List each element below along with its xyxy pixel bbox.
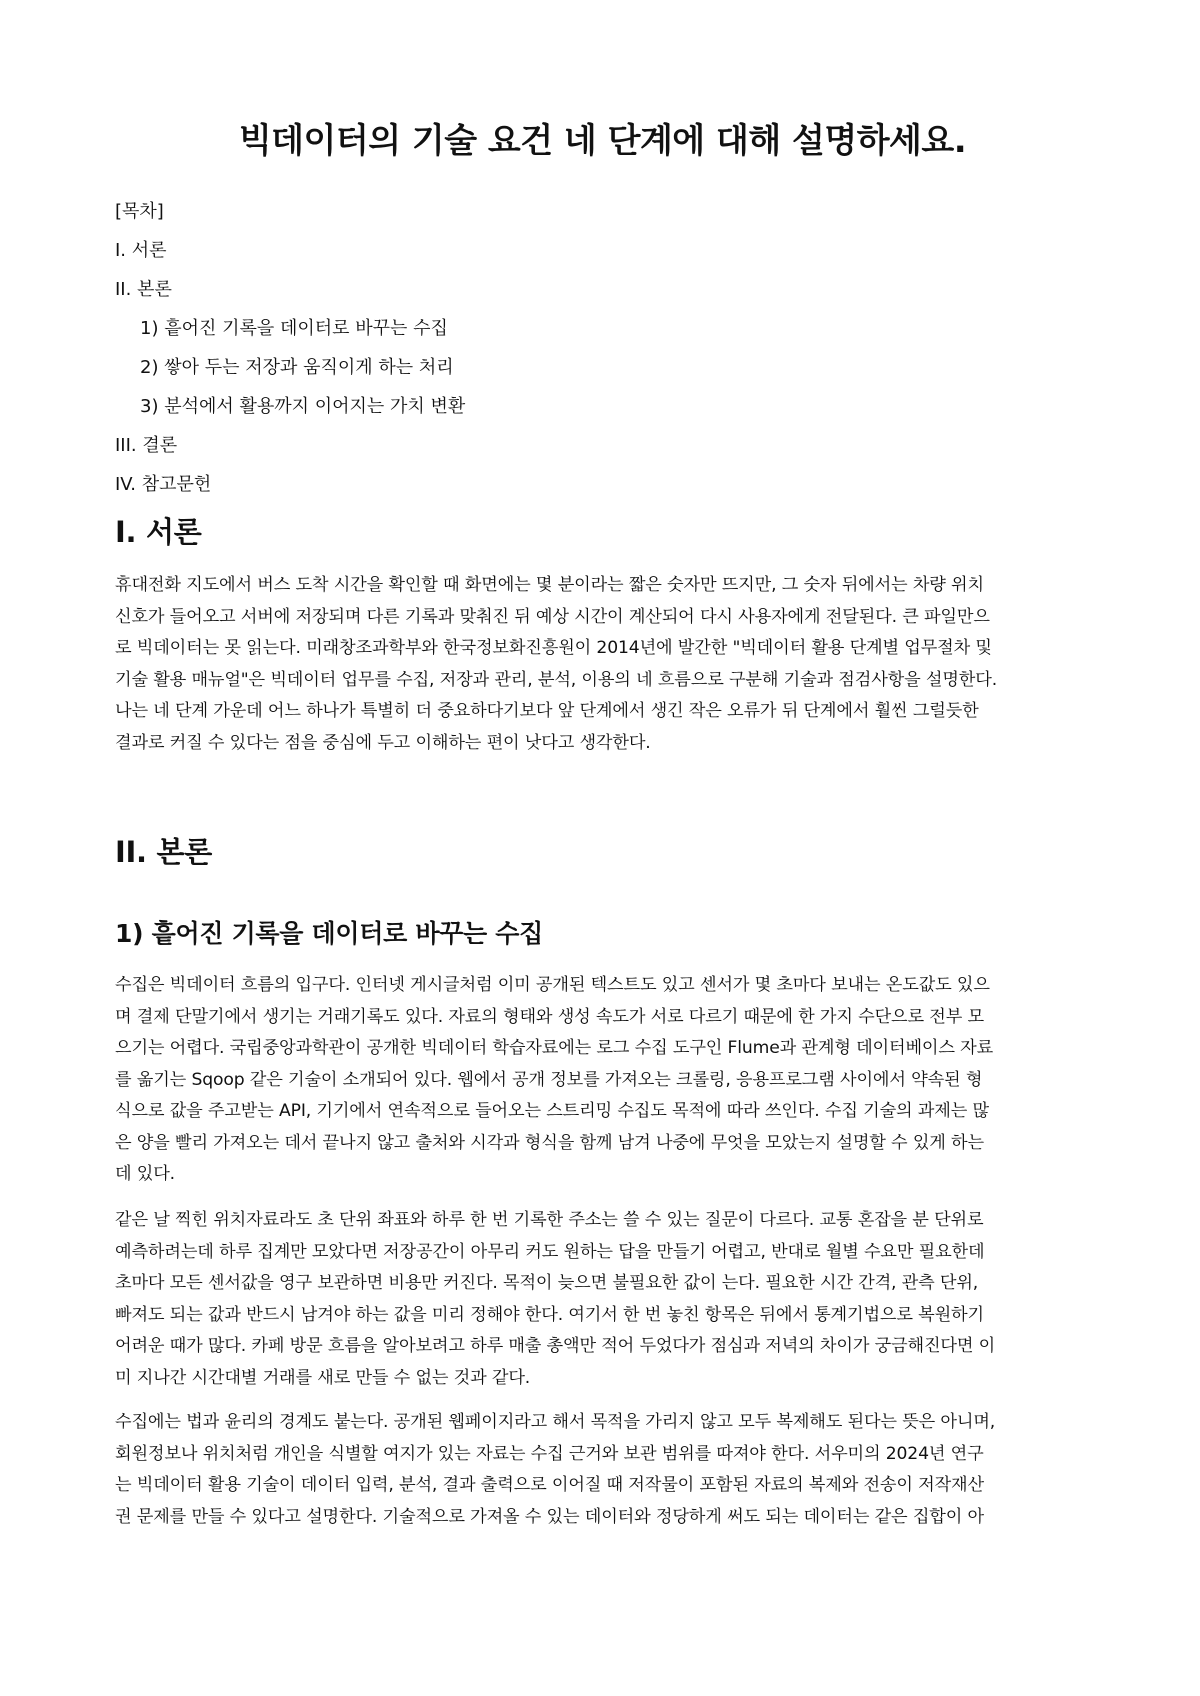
paragraph-line: 은 양을 빨리 가져오는 데서 끝나지 않고 출처와 시각과 형식을 함께 남겨 나중에 무엇을 모았는지 설명할 수 있게 하는 <box>115 1132 984 1153</box>
paragraph-line: 결과로 커질 수 있다는 점을 중심에 두고 이해하는 편이 낫다고 생각한다. <box>115 732 651 753</box>
intro-paragraph <box>115 570 1090 759</box>
subsection-1-paragraph-2 <box>115 1205 1090 1394</box>
paragraph-line: 기술 활용 매뉴얼"은 빅데이터 업무를 수집, 저장과 관리, 분석, 이용의 네 흐름으로 구분해 기술과 점검사항을 설명한다. <box>115 669 998 690</box>
paragraph-line: 데 있다. <box>115 1164 175 1184</box>
paragraph-line: 같은 날 찍힌 위치자료라도 초 단위 좌표와 하루 한 번 기록한 주소는 쓸 수 있는 질문이 다르다. 교통 혼잡을 분 단위로 <box>115 1210 984 1230</box>
paragraph-line: 신호가 들어오고 서버에 저장되며 다른 기록과 맞춰진 뒤 예상 시간이 계산되어 다시 사용자에게 전달된다. 큰 파일만으 <box>115 606 990 627</box>
paragraph-line: 빠져도 되는 값과 반드시 남겨야 하는 값을 미리 정해야 한다. 여기서 한 번 놓친 항목은 뒤에서 통계기법으로 복원하기 <box>115 1304 984 1325</box>
paragraph-line: 나는 네 단계 가운데 어느 하나가 특별히 더 중요하다기보다 앞 단계에서 생긴 작은 오류가 뒤 단계에서 훨씬 그럴듯한 <box>115 701 979 721</box>
table-of-contents <box>115 192 1090 504</box>
body-heading: II. 본론 <box>115 835 212 869</box>
paragraph-line: 는 빅데이터 활용 기술이 데이터 입력, 분석, 결과 출력으로 이어질 때 저작물이 포함된 자료의 복제와 전송이 저작재산 <box>115 1475 984 1495</box>
paragraph-line: 초마다 모든 센서값을 영구 보관하면 비용만 커진다. 목적이 늦으면 불필요한 값이 는다. 필요한 시간 간격, 관측 단위, <box>115 1273 979 1293</box>
paragraph-line: 수집에는 법과 윤리의 경계도 붙는다. 공개된 웹페이지라고 해서 목적을 가리지 않고 모두 복제해도 된다는 뜻은 아니며, <box>115 1412 996 1432</box>
document-title: 빅데이터의 기술 요건 네 단계에 대해 설명하세요. <box>238 121 967 161</box>
toc-item-conclusion: III. 결론 <box>115 435 178 456</box>
subsection-1-paragraph-1 <box>115 970 1090 1191</box>
paragraph-line: 휴대전화 지도에서 버스 도착 시간을 확인할 때 화면에는 몇 분이라는 짧은 숫자만 뜨지만, 그 숫자 뒤에서는 차량 위치 <box>115 575 984 595</box>
paragraph-line: 으기는 어렵다. 국립중앙과학관이 공개한 빅데이터 학습자료에는 로그 수집 도구인 Flume과 관계형 데이터베이스 자료 <box>115 1038 994 1058</box>
paragraph-line: 권 문제를 만들 수 있다고 설명한다. 기술적으로 가져올 수 있는 데이터와 정당하게 써도 되는 데이터는 같은 집합이 아 <box>115 1506 984 1527</box>
subsection-1-heading: 1) 흩어진 기록을 데이터로 바꾸는 수집 <box>115 919 543 948</box>
paragraph-line: 미 지나간 시간대별 거래를 새로 만들 수 없는 것과 같다. <box>115 1367 531 1388</box>
paragraph-line: 회원정보나 위치처럼 개인을 식별할 여지가 있는 자료는 수집 근거와 보관 범위를 따져야 한다. 서우미의 2024년 연구 <box>115 1443 984 1464</box>
toc-item-references: IV. 참고문헌 <box>115 474 212 495</box>
toc-item-body-1: 1) 흩어진 기록을 데이터로 바꾸는 수집 <box>140 318 448 339</box>
subsection-1-paragraph-3 <box>115 1407 1090 1533</box>
toc-item-intro: I. 서론 <box>115 240 167 261</box>
toc-item-body-2: 2) 쌓아 두는 저장과 움직이게 하는 처리 <box>140 357 454 378</box>
paragraph-line: 로 빅데이터는 못 읽는다. 미래창조과학부와 한국정보화진흥원이 2014년에 발간한 "빅데이터 활용 단계별 업무절차 및 <box>115 638 992 658</box>
toc-item-body: II. 본론 <box>115 279 172 300</box>
toc-item-body-3: 3) 분석에서 활용까지 이어지는 가치 변환 <box>140 396 466 417</box>
paragraph-line: 어려운 때가 많다. 카페 방문 흐름을 알아보려고 하루 매출 총액만 적어 두었다가 점심과 저녁의 차이가 궁금해진다면 이 <box>115 1336 996 1356</box>
paragraph-line: 예측하려는데 하루 집계만 모았다면 저장공간이 아무리 커도 원하는 답을 만들기 어렵고, 반대로 월별 수요만 필요한데 <box>115 1241 985 1262</box>
toc-heading: [목차] <box>115 201 164 222</box>
paragraph-line: 며 결제 단말기에서 생기는 거래기록도 있다. 자료의 형태와 생성 속도가 서로 다르기 때문에 한 가지 수단으로 전부 모 <box>115 1006 984 1027</box>
paragraph-line: 수집은 빅데이터 흐름의 입구다. 인터넷 게시글처럼 이미 공개된 텍스트도 있고 센서가 몇 초마다 보내는 온도값도 있으 <box>115 975 990 995</box>
intro-heading: I. 서론 <box>115 515 202 549</box>
paragraph-line: 를 옮기는 Sqoop 같은 기술이 소개되어 있다. 웹에서 공개 정보를 가져오는 크롤링, 응용프로그램 사이에서 약속된 형 <box>115 1069 983 1090</box>
paragraph-line: 식으로 값을 주고받는 API, 기기에서 연속적으로 들어오는 스트리밍 수집도 목적에 따라 쓰인다. 수집 기술의 과제는 많 <box>115 1101 989 1121</box>
